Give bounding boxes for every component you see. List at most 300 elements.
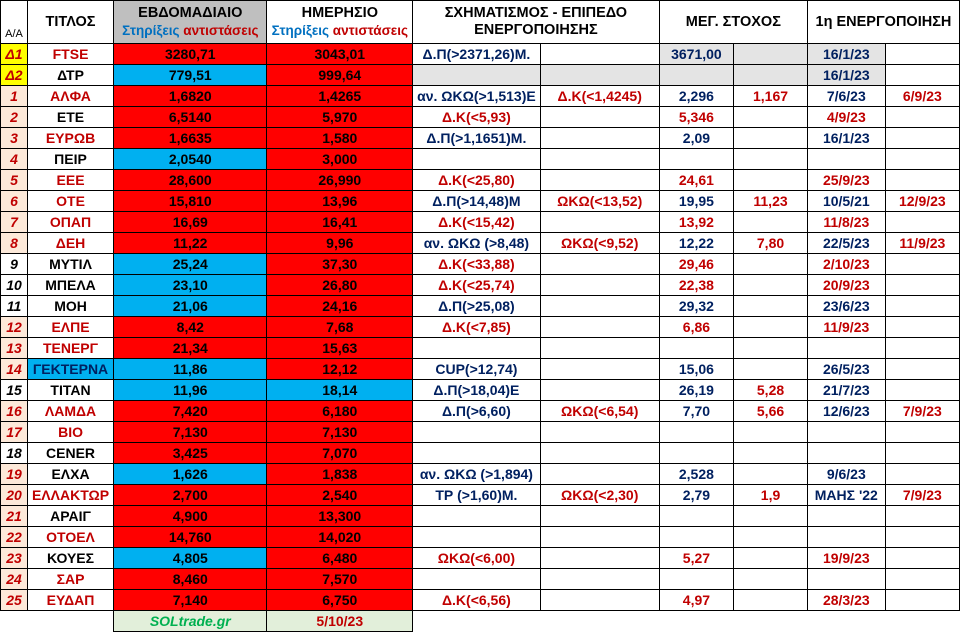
target-primary: 24,61: [659, 170, 733, 191]
row-title: ΕΛΠΕ: [27, 317, 113, 338]
row-title: ΕΤΕ: [27, 107, 113, 128]
activation-second: [885, 380, 959, 401]
weekly-value: 11,96: [114, 380, 267, 401]
weekly-value: 3280,71: [114, 44, 267, 65]
row-title: ΟΤΕ: [27, 191, 113, 212]
pattern-primary: [413, 149, 541, 170]
target-secondary: 1,9: [734, 485, 808, 506]
activation-first: 19/9/23: [807, 548, 885, 569]
target-primary: 13,92: [659, 212, 733, 233]
pattern-primary: Δ.Κ(<6,56): [413, 590, 541, 611]
daily-value: 3043,01: [267, 44, 413, 65]
row-number: 10: [1, 275, 28, 296]
pattern-primary: Δ.Κ(<25,74): [413, 275, 541, 296]
pattern-primary: Δ.Π(>18,04)Ε: [413, 380, 541, 401]
pattern-secondary: [540, 359, 659, 380]
activation-first: 25/9/23: [807, 170, 885, 191]
pattern-primary: Δ.Κ(<15,42): [413, 212, 541, 233]
weekly-value: 7,420: [114, 401, 267, 422]
row-title: ΕΕΕ: [27, 170, 113, 191]
header-pattern: ΣΧΗΜΑΤΙΣΜΟΣ - ΕΠΙΠΕΔΟ ΕΝΕΡΓΟΠΟΙΗΣΗΣ: [413, 1, 660, 44]
header-weekly-supports: Στηρίξεις: [122, 23, 180, 38]
row-title: ΑΡΑΙΓ: [27, 506, 113, 527]
daily-value: 1,838: [267, 464, 413, 485]
pattern-primary: Δ.Κ(<7,85): [413, 317, 541, 338]
target-primary: [659, 65, 733, 86]
row-title: ΑΛΦΑ: [27, 86, 113, 107]
row-number: Δ1: [1, 44, 28, 65]
footer-row: [1, 611, 960, 632]
target-secondary: [734, 107, 808, 128]
table-row: [1, 443, 960, 464]
table-row: [1, 254, 960, 275]
weekly-value: 15,810: [114, 191, 267, 212]
daily-value: 16,41: [267, 212, 413, 233]
row-number: 11: [1, 296, 28, 317]
pattern-primary: ΤΡ (>1,60)Μ.: [413, 485, 541, 506]
row-number: 20: [1, 485, 28, 506]
pattern-secondary: [540, 548, 659, 569]
row-number: 16: [1, 401, 28, 422]
daily-value: 9,96: [267, 233, 413, 254]
pattern-primary: [413, 443, 541, 464]
activation-second: [885, 443, 959, 464]
target-primary: [659, 338, 733, 359]
pattern-secondary: ΩΚΩ(<13,52): [540, 191, 659, 212]
target-primary: 5,346: [659, 107, 733, 128]
pattern-primary: [413, 338, 541, 359]
activation-first: 4/9/23: [807, 107, 885, 128]
pattern-primary: Δ.Κ(<33,88): [413, 254, 541, 275]
pattern-secondary: [540, 254, 659, 275]
activation-first: [807, 443, 885, 464]
row-title: ΤΙΤΑΝ: [27, 380, 113, 401]
weekly-value: 1,626: [114, 464, 267, 485]
row-number: 19: [1, 464, 28, 485]
header-weekly-resistances: αντιστάσεις: [183, 23, 259, 38]
target-primary: 2,296: [659, 86, 733, 107]
activation-second: 6/9/23: [885, 86, 959, 107]
activation-first: [807, 338, 885, 359]
pattern-secondary: ΩΚΩ(<9,52): [540, 233, 659, 254]
row-number: Δ2: [1, 65, 28, 86]
target-primary: 6,86: [659, 317, 733, 338]
daily-value: 13,96: [267, 191, 413, 212]
target-secondary: [734, 359, 808, 380]
target-secondary: 5,66: [734, 401, 808, 422]
pattern-primary: [413, 422, 541, 443]
table-row: [1, 212, 960, 233]
daily-value: 2,540: [267, 485, 413, 506]
footer-spacer: [1, 611, 28, 632]
table-row: [1, 275, 960, 296]
target-secondary: [734, 170, 808, 191]
pattern-primary: Δ.Π(>1,1651)Μ.: [413, 128, 541, 149]
target-secondary: [734, 443, 808, 464]
target-primary: 22,38: [659, 275, 733, 296]
row-number: 23: [1, 548, 28, 569]
activation-first: 7/6/23: [807, 86, 885, 107]
row-number: 5: [1, 170, 28, 191]
daily-value: 26,990: [267, 170, 413, 191]
row-title: ΕΛΛΑΚΤΩΡ: [27, 485, 113, 506]
pattern-secondary: [540, 380, 659, 401]
daily-value: 6,480: [267, 548, 413, 569]
target-secondary: [734, 464, 808, 485]
row-title: ΜΥΤΙΛ: [27, 254, 113, 275]
row-title: ΤΕΝΕΡΓ: [27, 338, 113, 359]
activation-first: 2/10/23: [807, 254, 885, 275]
daily-value: 7,070: [267, 443, 413, 464]
activation-first: 22/5/23: [807, 233, 885, 254]
target-secondary: [734, 338, 808, 359]
table-row: [1, 548, 960, 569]
activation-first: [807, 149, 885, 170]
pattern-primary: CUP(>12,74): [413, 359, 541, 380]
row-title: ΠΕΙΡ: [27, 149, 113, 170]
weekly-value: 4,900: [114, 506, 267, 527]
target-primary: 2,528: [659, 464, 733, 485]
target-primary: 29,46: [659, 254, 733, 275]
row-number: 24: [1, 569, 28, 590]
daily-value: 13,300: [267, 506, 413, 527]
row-title: ΜΟΗ: [27, 296, 113, 317]
pattern-primary: ΩΚΩ(<6,00): [413, 548, 541, 569]
pattern-secondary: [540, 527, 659, 548]
table-row: [1, 149, 960, 170]
daily-value: 7,570: [267, 569, 413, 590]
row-title: ΕΛΧΑ: [27, 464, 113, 485]
activation-second: 7/9/23: [885, 485, 959, 506]
daily-value: 26,80: [267, 275, 413, 296]
weekly-value: 2,0540: [114, 149, 267, 170]
target-secondary: [734, 548, 808, 569]
weekly-value: 28,600: [114, 170, 267, 191]
header-daily: [267, 1, 413, 44]
daily-value: 3,000: [267, 149, 413, 170]
activation-second: 11/9/23: [885, 233, 959, 254]
activation-first: [807, 527, 885, 548]
row-title: ΕΥΔΑΠ: [27, 590, 113, 611]
header-aa: Α/Α: [1, 1, 28, 44]
target-secondary: [734, 590, 808, 611]
weekly-value: 7,140: [114, 590, 267, 611]
pattern-secondary: [540, 443, 659, 464]
weekly-value: 11,86: [114, 359, 267, 380]
pattern-secondary: [540, 275, 659, 296]
header-weekly-label: ΕΒΔΟΜΑΔΙΑΙΟ: [138, 5, 243, 21]
daily-value: 7,130: [267, 422, 413, 443]
weekly-value: 1,6635: [114, 128, 267, 149]
pattern-secondary: ΩΚΩ(<2,30): [540, 485, 659, 506]
target-secondary: [734, 44, 808, 65]
activation-first: 11/9/23: [807, 317, 885, 338]
weekly-value: 23,10: [114, 275, 267, 296]
activation-second: [885, 527, 959, 548]
pattern-secondary: [540, 107, 659, 128]
activation-second: [885, 590, 959, 611]
weekly-value: 21,34: [114, 338, 267, 359]
header-activation: 1η ΕΝΕΡΓΟΠΟΙΗΣΗ: [807, 1, 959, 44]
pattern-primary: Δ.Π(>6,60): [413, 401, 541, 422]
activation-second: [885, 569, 959, 590]
daily-value: 6,750: [267, 590, 413, 611]
table-row: [1, 527, 960, 548]
daily-value: 1,580: [267, 128, 413, 149]
activation-second: [885, 464, 959, 485]
activation-second: [885, 359, 959, 380]
activation-first: 16/1/23: [807, 44, 885, 65]
table-row: [1, 506, 960, 527]
activation-first: 9/6/23: [807, 464, 885, 485]
table-row: [1, 422, 960, 443]
table-row: [1, 569, 960, 590]
table-row: [1, 590, 960, 611]
target-primary: [659, 527, 733, 548]
target-secondary: [734, 254, 808, 275]
target-secondary: [734, 527, 808, 548]
pattern-secondary: [540, 44, 659, 65]
row-number: 21: [1, 506, 28, 527]
activation-second: [885, 44, 959, 65]
pattern-secondary: [540, 590, 659, 611]
target-primary: 2,09: [659, 128, 733, 149]
activation-second: [885, 548, 959, 569]
activation-first: [807, 506, 885, 527]
table-row: [1, 317, 960, 338]
row-number: 13: [1, 338, 28, 359]
table-row: [1, 128, 960, 149]
activation-second: [885, 170, 959, 191]
target-secondary: 7,80: [734, 233, 808, 254]
activation-second: [885, 212, 959, 233]
row-number: 17: [1, 422, 28, 443]
pattern-primary: Δ.Π(>2371,26)Μ.: [413, 44, 541, 65]
activation-second: [885, 275, 959, 296]
target-primary: [659, 422, 733, 443]
table-row: [1, 107, 960, 128]
row-title: ΕΥΡΩΒ: [27, 128, 113, 149]
activation-second: [885, 149, 959, 170]
header-target: ΜΕΓ. ΣΤΟΧΟΣ: [659, 1, 807, 44]
row-title: ΟΤΟΕΛ: [27, 527, 113, 548]
table-row: [1, 44, 960, 65]
table-row: [1, 401, 960, 422]
header-daily-supports: Στηρίξεις: [271, 23, 330, 38]
table-row: [1, 464, 960, 485]
activation-second: [885, 107, 959, 128]
target-primary: 2,79: [659, 485, 733, 506]
weekly-value: 14,760: [114, 527, 267, 548]
pattern-secondary: [540, 170, 659, 191]
row-title: FTSE: [27, 44, 113, 65]
pattern-secondary: Δ.Κ(<1,4245): [540, 86, 659, 107]
pattern-secondary: [540, 296, 659, 317]
target-primary: [659, 149, 733, 170]
row-number: 3: [1, 128, 28, 149]
activation-first: ΜΑΗΣ '22: [807, 485, 885, 506]
target-secondary: [734, 65, 808, 86]
target-secondary: 1,167: [734, 86, 808, 107]
row-number: 12: [1, 317, 28, 338]
activation-second: 7/9/23: [885, 401, 959, 422]
pattern-primary: Δ.Κ(<25,80): [413, 170, 541, 191]
target-secondary: [734, 296, 808, 317]
pattern-secondary: [540, 317, 659, 338]
table-row: [1, 380, 960, 401]
row-number: 25: [1, 590, 28, 611]
table-row: [1, 296, 960, 317]
activation-second: [885, 317, 959, 338]
target-secondary: [734, 212, 808, 233]
header-title: ΤΙΤΛΟΣ: [27, 1, 113, 44]
pattern-secondary: [540, 338, 659, 359]
header-daily-label: ΗΜΕΡΗΣΙΟ: [301, 5, 378, 21]
target-primary: 3671,00: [659, 44, 733, 65]
activation-first: [807, 569, 885, 590]
target-secondary: 11,23: [734, 191, 808, 212]
target-primary: 12,22: [659, 233, 733, 254]
activation-first: 12/6/23: [807, 401, 885, 422]
target-secondary: 5,28: [734, 380, 808, 401]
header-daily-resistances: αντιστάσεις: [332, 23, 408, 38]
pattern-secondary: [540, 65, 659, 86]
weekly-value: 21,06: [114, 296, 267, 317]
pattern-secondary: ΩΚΩ(<6,54): [540, 401, 659, 422]
pattern-secondary: [540, 569, 659, 590]
pattern-primary: αν. ΩΚΩ (>1,894): [413, 464, 541, 485]
weekly-value: 7,130: [114, 422, 267, 443]
row-number: 14: [1, 359, 28, 380]
table-row: [1, 191, 960, 212]
activation-second: [885, 65, 959, 86]
target-primary: 19,95: [659, 191, 733, 212]
row-number: 15: [1, 380, 28, 401]
footer-date: 5/10/23: [267, 611, 413, 632]
table-row: [1, 338, 960, 359]
pattern-primary: αν. ΩΚΩ (>8,48): [413, 233, 541, 254]
row-title: ΜΠΕΛΑ: [27, 275, 113, 296]
pattern-secondary: [540, 506, 659, 527]
weekly-value: 16,69: [114, 212, 267, 233]
target-secondary: [734, 149, 808, 170]
table-row: [1, 359, 960, 380]
target-primary: 5,27: [659, 548, 733, 569]
target-primary: 26,19: [659, 380, 733, 401]
weekly-value: 8,42: [114, 317, 267, 338]
row-title: ΣΑΡ: [27, 569, 113, 590]
daily-value: 14,020: [267, 527, 413, 548]
target-primary: 15,06: [659, 359, 733, 380]
activation-first: 11/8/23: [807, 212, 885, 233]
row-title: ΟΠΑΠ: [27, 212, 113, 233]
header-row: [1, 1, 960, 44]
activation-first: 23/6/23: [807, 296, 885, 317]
daily-value: 24,16: [267, 296, 413, 317]
pattern-secondary: [540, 128, 659, 149]
weekly-value: 8,460: [114, 569, 267, 590]
footer-spacer: [413, 611, 960, 632]
table-row: [1, 485, 960, 506]
pattern-primary: Δ.Π(>25,08): [413, 296, 541, 317]
activation-second: 12/9/23: [885, 191, 959, 212]
pattern-primary: Δ.Π(>14,48)Μ: [413, 191, 541, 212]
pattern-primary: αν. ΩΚΩ(>1,513)Ε: [413, 86, 541, 107]
weekly-value: 6,5140: [114, 107, 267, 128]
activation-first: 10/5/21: [807, 191, 885, 212]
pattern-secondary: [540, 212, 659, 233]
daily-value: 1,4265: [267, 86, 413, 107]
pattern-secondary: [540, 422, 659, 443]
weekly-value: 3,425: [114, 443, 267, 464]
row-number: 9: [1, 254, 28, 275]
weekly-value: 4,805: [114, 548, 267, 569]
weekly-value: 1,6820: [114, 86, 267, 107]
activation-first: 26/5/23: [807, 359, 885, 380]
pattern-primary: [413, 65, 541, 86]
activation-first: 28/3/23: [807, 590, 885, 611]
weekly-value: 25,24: [114, 254, 267, 275]
daily-value: 5,970: [267, 107, 413, 128]
activation-first: 16/1/23: [807, 65, 885, 86]
activation-second: [885, 296, 959, 317]
target-primary: [659, 443, 733, 464]
daily-value: 12,12: [267, 359, 413, 380]
target-primary: [659, 506, 733, 527]
row-number: 22: [1, 527, 28, 548]
row-number: 8: [1, 233, 28, 254]
weekly-value: 11,22: [114, 233, 267, 254]
footer-spacer: [27, 611, 113, 632]
table-row: [1, 65, 960, 86]
target-secondary: [734, 422, 808, 443]
weekly-value: 2,700: [114, 485, 267, 506]
pattern-primary: Δ.Κ(<5,93): [413, 107, 541, 128]
weekly-value: 779,51: [114, 65, 267, 86]
activation-first: [807, 422, 885, 443]
target-secondary: [734, 128, 808, 149]
activation-first: 16/1/23: [807, 128, 885, 149]
table-row: [1, 86, 960, 107]
activation-first: 21/7/23: [807, 380, 885, 401]
pattern-primary: [413, 506, 541, 527]
target-primary: 29,32: [659, 296, 733, 317]
row-title: ΔΕΗ: [27, 233, 113, 254]
target-primary: 7,70: [659, 401, 733, 422]
row-title: ΛΑΜΔΑ: [27, 401, 113, 422]
target-secondary: [734, 317, 808, 338]
footer-brand[interactable]: SOLtrade.gr: [114, 611, 267, 632]
row-title: ΒΙΟ: [27, 422, 113, 443]
target-primary: 4,97: [659, 590, 733, 611]
activation-second: [885, 128, 959, 149]
pattern-primary: [413, 569, 541, 590]
header-weekly: [114, 1, 267, 44]
row-title: CENER: [27, 443, 113, 464]
daily-value: 6,180: [267, 401, 413, 422]
daily-value: 15,63: [267, 338, 413, 359]
target-primary: [659, 569, 733, 590]
row-number: 18: [1, 443, 28, 464]
row-number: 6: [1, 191, 28, 212]
activation-second: [885, 422, 959, 443]
daily-value: 18,14: [267, 380, 413, 401]
row-title: ΓΕΚΤΕΡΝΑ: [27, 359, 113, 380]
daily-value: 37,30: [267, 254, 413, 275]
pattern-secondary: [540, 149, 659, 170]
activation-second: [885, 254, 959, 275]
table-row: [1, 233, 960, 254]
